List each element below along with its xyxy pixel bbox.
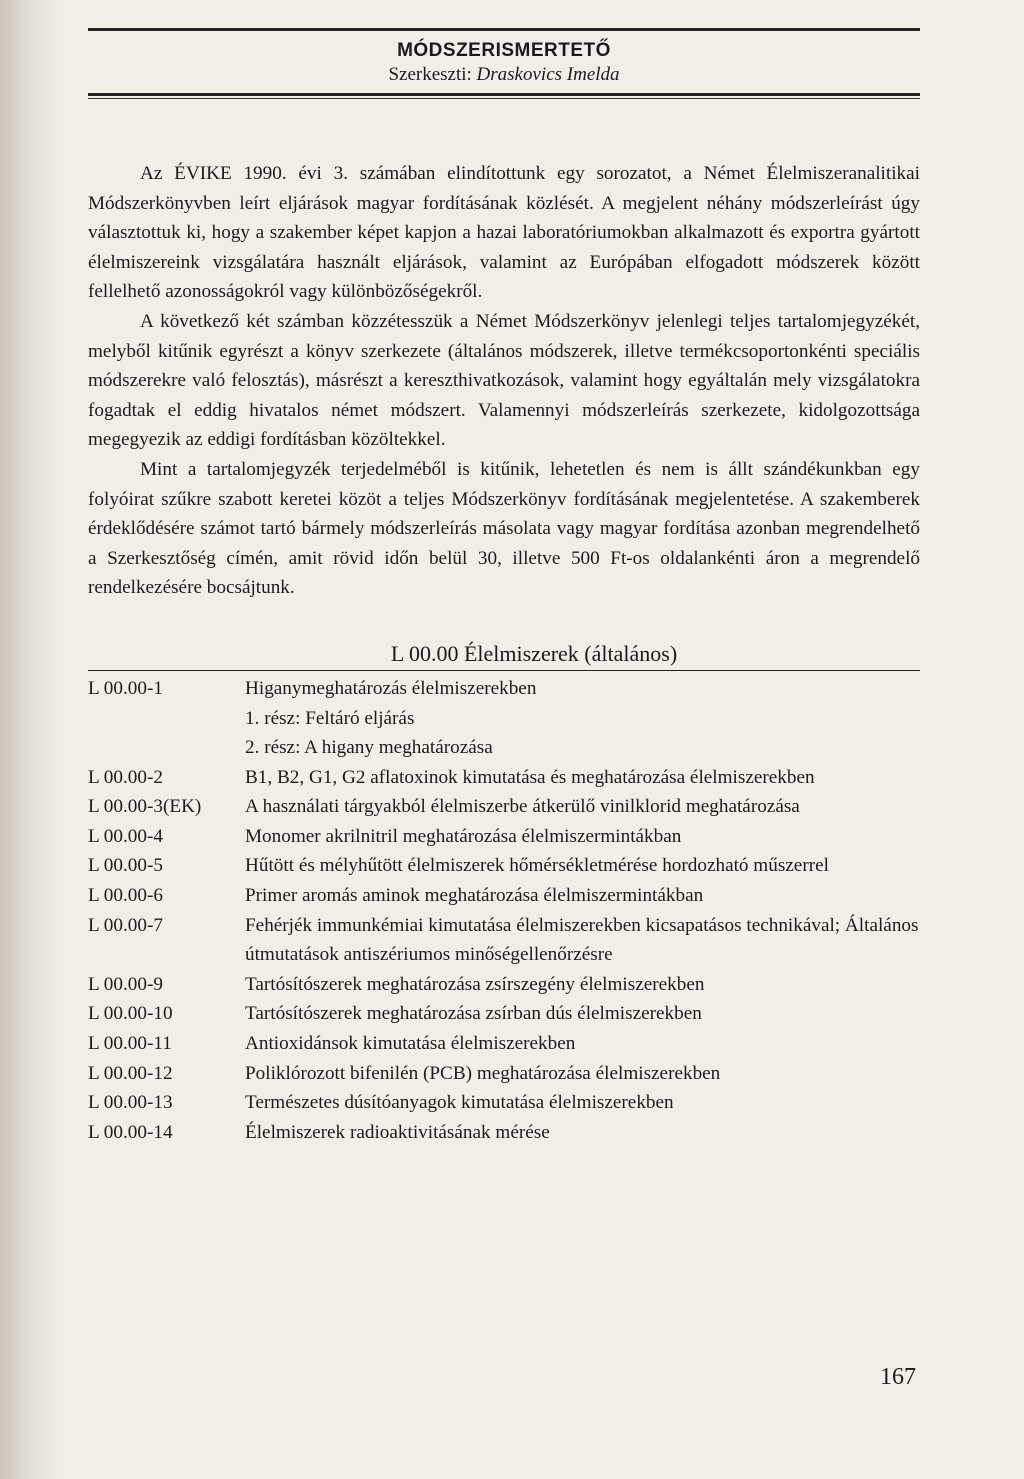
section-heading: L 00.00 Élelmiszerek (általános) — [88, 639, 920, 671]
toc-row — [88, 881, 920, 911]
header-bottom-thin-rule — [88, 98, 920, 99]
masthead — [88, 31, 920, 93]
toc-title: Természetes dúsítóanyagok kimutatása élelmiszerekben — [245, 1092, 674, 1114]
toc-row — [88, 1029, 920, 1059]
toc-title: Élelmiszerek radioaktivitásának mérése — [245, 1121, 550, 1143]
toc-title: Primer aromás aminok meghatározása élelmiszermintákban — [245, 885, 704, 907]
toc-row — [88, 851, 920, 881]
binding-shadow — [0, 0, 60, 1479]
toc-row — [88, 970, 920, 1000]
toc-row — [88, 792, 920, 822]
toc-code: L 00.00-3(EK) — [88, 796, 202, 818]
toc-code: L 00.00-1 — [88, 677, 163, 699]
intro-text — [88, 159, 920, 603]
toc-title: Hűtött és mélyhűtött élelmiszerek hőmérsékletmérése hordozható műszerrel — [245, 855, 829, 877]
toc-row — [88, 1088, 920, 1118]
toc-code: L 00.00-4 — [88, 825, 163, 847]
toc-title: Monomer akrilnitril meghatározása élelmiszermintákban — [245, 825, 682, 847]
editor-name: Draskovics Imelda — [476, 64, 620, 85]
toc-row — [88, 704, 920, 734]
toc-row — [88, 1059, 920, 1089]
toc-title: Tartósítószerek meghatározása zsírszegény élelmiszerekben — [245, 973, 705, 995]
toc-code — [88, 704, 245, 734]
toc-title: Antioxidánsok kimutatása élelmiszerekben — [245, 1033, 576, 1055]
toc-row — [88, 674, 920, 704]
page-number: 167 — [880, 1364, 916, 1390]
section-title: MÓDSZERISMERTETŐ — [397, 40, 611, 61]
toc-row — [88, 822, 920, 852]
toc-code: L 00.00-12 — [88, 1062, 173, 1084]
toc-row — [88, 763, 920, 793]
toc-title: Fehérjék immunkémiai kimutatása élelmiszerekben kicsapatásos technikával; Általános útmutatások antiszériumos minőségellenőrzésre — [245, 914, 919, 966]
intro-paragraph: Mint a tartalomjegyzék terjedelméből is kitűnik, lehetetlen és nem is állt szándékunkban egy folyóirat szűkre szabott keretei közöt a teljes Módszerkönyv fordításának megjelentetése. A szakemberek érdeklődésére számot tartó bármely módszerleírás másolata vagy magyar fordítása azonban megrendelhető a Szerkesztőség címén, amit rövid időn belül 30, illetve 500 Ft-os oldalankénti áron a megrendelő rendelkezésére bocsájtunk. — [88, 458, 920, 599]
intro-paragraph: Az ÉVIKE 1990. évi 3. számában elindítottunk egy sorozatot, a Német Élelmiszeranalitikai Módszerkönyvben leírt eljárások magyar fordításának közlését. A megjelent néhány módszerleírást úgy választottuk ki, hogy a szakember képet kapjon a hazai laboratóriumokban alkalmazott és exportra gyártott élelmiszereink vizsgálatára használt eljárások, valamint az Európában elfogadott módszerek között fellelhető azonosságokról vagy különbözőségekről. — [88, 163, 920, 303]
toc-title: Poliklórozott bifenilén (PCB) meghatározása élelmiszerekben — [245, 1062, 721, 1084]
page-content — [88, 28, 920, 1147]
toc-code: L 00.00-5 — [88, 855, 163, 877]
toc-row — [88, 1118, 920, 1148]
toc-code: L 00.00-9 — [88, 973, 163, 995]
header-bottom-rule — [88, 93, 920, 96]
toc-title: Higanymeghatározás élelmiszerekben — [245, 677, 537, 699]
toc-row — [88, 733, 920, 763]
toc-title: B1, B2, G1, G2 aflatoxinok kimutatása és meghatározása élelmiszerekben — [245, 766, 815, 788]
toc-code: L 00.00-13 — [88, 1092, 173, 1114]
intro-paragraph: A következő két számban közzétesszük a Német Módszerkönyv jelenlegi teljes tartalomjegyzékét, melyből kitűnik egyrészt a könyv szerkezete (általános módszerek, illetve termékcsoportonkénti speciális módszerekre való felosztás), másrészt a kereszthivatkozások, valamint hogy egyáltalán mely vizsgálatokra fogadtak el eddig hivatalos német módszert. Valamennyi módszerleírás szerkezete, kidolgozottsága megegyezik az eddigi fordításban közöltekkel. — [88, 310, 920, 451]
toc-title: Tartósítószerek meghatározása zsírban dús élelmiszerekben — [245, 1003, 702, 1025]
toc-code: L 00.00-11 — [88, 1033, 172, 1055]
toc-code: L 00.00-2 — [88, 766, 163, 788]
toc-row — [88, 999, 920, 1029]
toc-title: 2. rész: A higany meghatározása — [245, 737, 493, 759]
toc-code — [88, 733, 245, 763]
toc-code: L 00.00-14 — [88, 1121, 173, 1143]
toc-title: A használati tárgyakból élelmiszerbe átkerülő vinilklorid meghatározása — [245, 796, 800, 818]
toc-code: L 00.00-6 — [88, 885, 163, 907]
editor-prefix: Szerkeszti: — [388, 64, 477, 85]
toc-row — [88, 911, 920, 970]
toc-code: L 00.00-10 — [88, 1003, 173, 1025]
editor-line — [88, 63, 920, 87]
toc-title: 1. rész: Feltáró eljárás — [245, 707, 415, 729]
table-of-contents — [88, 674, 920, 1148]
toc-code: L 00.00-7 — [88, 914, 163, 936]
